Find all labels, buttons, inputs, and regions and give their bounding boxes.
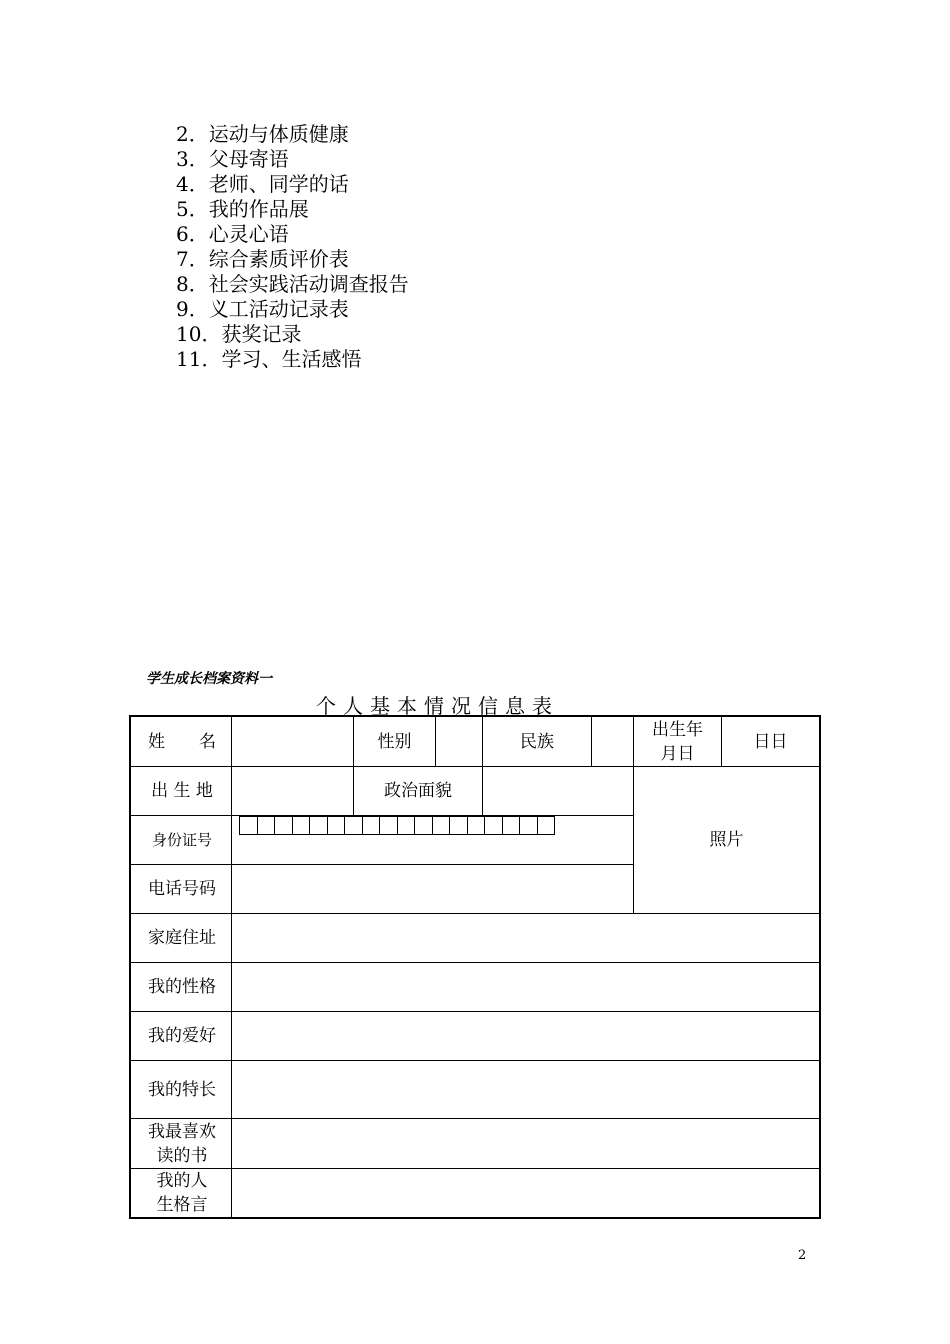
birthplace-field[interactable] bbox=[232, 767, 353, 815]
day-label: 日日 bbox=[753, 731, 788, 752]
life-motto-field[interactable] bbox=[232, 1169, 819, 1217]
id-digit-box[interactable] bbox=[257, 816, 276, 835]
name-field[interactable] bbox=[232, 717, 353, 766]
id-digit-box[interactable] bbox=[327, 816, 346, 835]
id-digit-box[interactable] bbox=[519, 816, 538, 835]
name-label: 姓 名 bbox=[148, 731, 216, 752]
list-item: 6．心灵心语 bbox=[176, 222, 289, 246]
list-item: 5．我的作品展 bbox=[176, 197, 309, 221]
political-status-label: 政治面貌 bbox=[384, 781, 452, 801]
favorite-book-field[interactable] bbox=[232, 1119, 819, 1168]
contents-list bbox=[176, 122, 409, 372]
list-item: 9．义工活动记录表 bbox=[176, 297, 349, 321]
talent-label: 我的特长 bbox=[148, 1079, 216, 1100]
list-item: 10．获奖记录 bbox=[176, 322, 302, 346]
page-number: 2 bbox=[798, 1248, 807, 1263]
id-digit-box[interactable] bbox=[432, 816, 451, 835]
gender-field[interactable] bbox=[436, 717, 482, 766]
phone-label: 电话号码 bbox=[148, 879, 216, 899]
hobby-field[interactable] bbox=[232, 1012, 819, 1060]
talent-field[interactable] bbox=[232, 1061, 819, 1118]
id-number-boxes[interactable] bbox=[240, 816, 555, 835]
id-digit-box[interactable] bbox=[239, 816, 258, 835]
list-item: 3．父母寄语 bbox=[176, 147, 289, 171]
personality-label: 我的性格 bbox=[148, 977, 216, 997]
list-item: 2．运动与体质健康 bbox=[176, 122, 349, 146]
id-digit-box[interactable] bbox=[292, 816, 311, 835]
political-status-field[interactable] bbox=[483, 767, 633, 815]
favorite-book-label: 我最喜欢 读的书 bbox=[148, 1121, 216, 1166]
hobby-label: 我的爱好 bbox=[148, 1026, 216, 1046]
form-title: 个人基本情况信息表 bbox=[316, 694, 559, 718]
id-digit-box[interactable] bbox=[362, 816, 381, 835]
id-digit-box[interactable] bbox=[467, 816, 486, 835]
id-digit-box[interactable] bbox=[397, 816, 416, 835]
list-item: 11．学习、生活感悟 bbox=[176, 347, 362, 371]
id-digit-box[interactable] bbox=[537, 816, 556, 835]
address-label: 家庭住址 bbox=[148, 928, 216, 948]
id-digit-box[interactable] bbox=[449, 816, 468, 835]
id-digit-box[interactable] bbox=[484, 816, 503, 835]
id-digit-box[interactable] bbox=[309, 816, 328, 835]
ethnicity-field[interactable] bbox=[592, 717, 633, 766]
birthplace-label: 出 生 地 bbox=[151, 781, 213, 801]
id-digit-box[interactable] bbox=[414, 816, 433, 835]
id-digit-box[interactable] bbox=[502, 816, 521, 835]
life-motto-label: 我的人 生格言 bbox=[156, 1171, 208, 1215]
birth-date-label: 出生年 月日 bbox=[652, 719, 703, 764]
list-item: 8．社会实践活动调查报告 bbox=[176, 272, 409, 296]
list-item: 4．老师、同学的话 bbox=[176, 172, 349, 196]
section-label: 学生成长档案资料一 bbox=[146, 671, 272, 687]
gender-label: 性别 bbox=[377, 731, 412, 752]
ethnicity-label: 民族 bbox=[520, 731, 554, 752]
address-field[interactable] bbox=[232, 914, 819, 962]
photo-placeholder: 照片 bbox=[709, 830, 744, 850]
id-number-label: 身份证号 bbox=[151, 831, 212, 849]
id-digit-box[interactable] bbox=[379, 816, 398, 835]
info-form-table bbox=[129, 715, 821, 1219]
id-digit-box[interactable] bbox=[344, 816, 363, 835]
list-item: 7．综合素质评价表 bbox=[176, 247, 349, 271]
personality-field[interactable] bbox=[232, 963, 819, 1011]
phone-field[interactable] bbox=[232, 865, 633, 913]
id-digit-box[interactable] bbox=[274, 816, 293, 835]
